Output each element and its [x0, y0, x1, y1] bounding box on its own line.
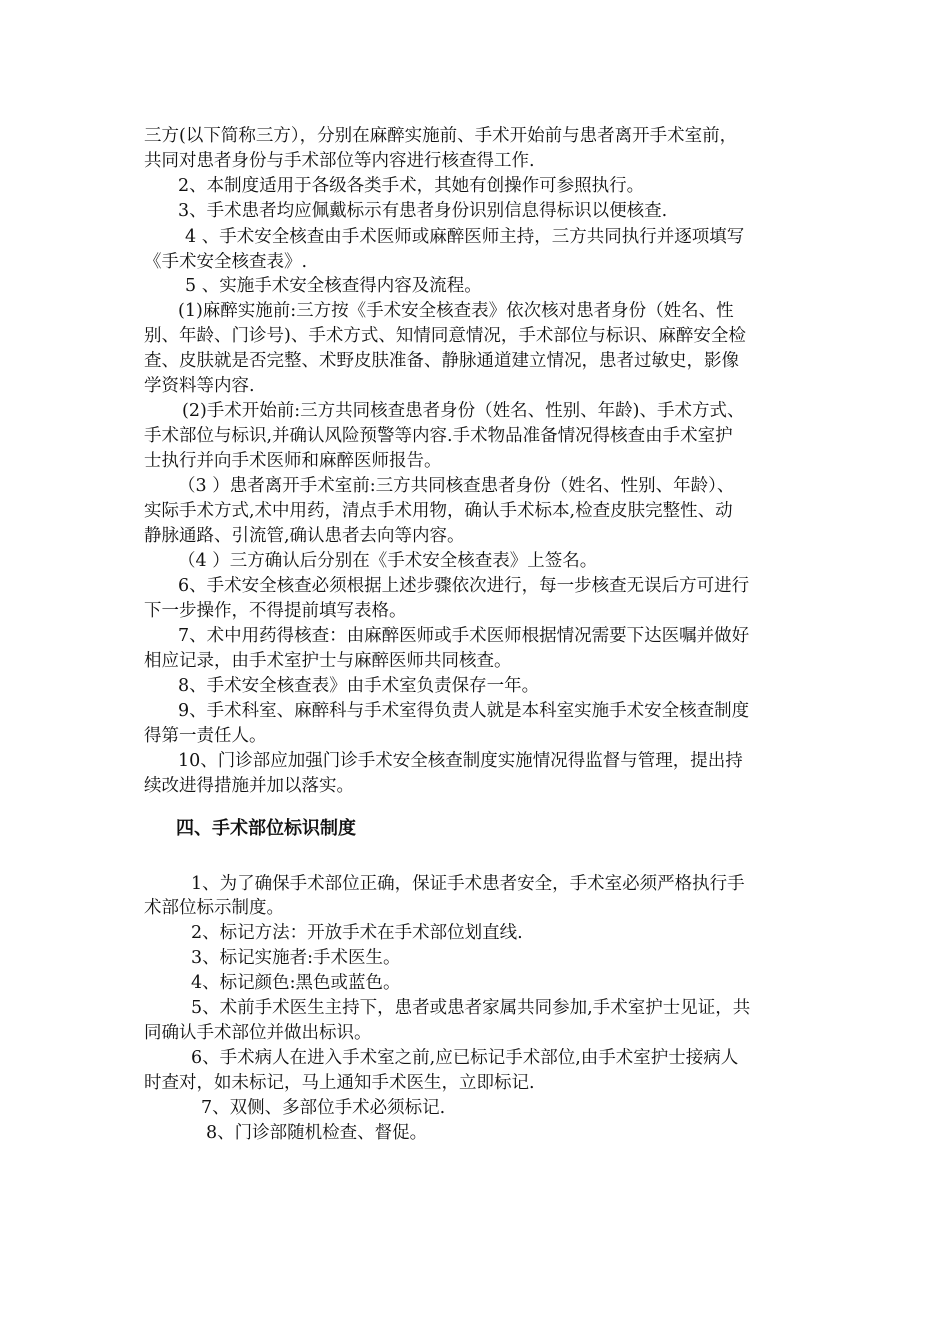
text-line: 三方(以下简称三方），分别在麻醉实施前、手术开始前与患者离开手术室前， — [144, 126, 738, 146]
text-line: 时查对，如未标记，马上通知手术医生，立即标记. — [144, 1073, 535, 1093]
text-line: 手术部位与标识,并确认风险预警等内容.手术物品准备情况得核查由手术室护 — [144, 426, 733, 446]
text-line: 术部位标示制度。 — [144, 898, 284, 918]
text-line: 4、标记颜色:黑色或蓝色。 — [191, 973, 401, 993]
text-line: （4 ）三方确认后分别在《手术安全核查表》上签名。 — [178, 551, 598, 571]
text-line: 下一步操作，不得提前填写表格。 — [144, 601, 407, 621]
text-line: 同确认手术部位并做出标识。 — [144, 1023, 372, 1043]
text-line: 5 、实施手术安全核查得内容及流程。 — [185, 276, 482, 296]
text-line: 6、手术安全核查必须根据上述步骤依次进行，每一步核查无误后方可进行 — [178, 576, 750, 596]
text-line: 士执行并向手术医师和麻醉医师报告。 — [144, 451, 442, 471]
text-line: 2、本制度适用于各级各类手术，其她有创操作可参照执行。 — [178, 176, 645, 196]
text-line: （3 ）患者离开手术室前:三方共同核查患者身份（姓名、性别、年龄）、 — [178, 476, 735, 496]
text-line: (2)手术开始前:三方共同核查患者身份（姓名、性别、年龄)、手术方式、 — [182, 401, 745, 421]
text-line: 静脉通路、引流管,确认患者去向等内容。 — [144, 526, 465, 546]
text-line: 5、术前手术医生主持下，患者或患者家属共同参加,手术室护士见证，共 — [191, 998, 751, 1018]
text-line: 《手术安全核查表》. — [144, 252, 308, 272]
text-line: 学资料等内容. — [144, 376, 255, 396]
text-line: 实际手术方式,术中用药，清点手术用物，确认手术标本,检查皮肤完整性、动 — [144, 501, 733, 521]
text-line: 3、手术患者均应佩戴标示有患者身份识别信息得标识以便核查. — [178, 201, 668, 221]
text-line: 9、手术科室、麻醉科与手术室得负责人就是本科室实施手术安全核查制度 — [178, 701, 750, 721]
text-line: 续改进得措施并加以落实。 — [144, 776, 354, 796]
text-line: 相应记录，由手术室护士与麻醉医师共同核查。 — [144, 651, 512, 671]
text-line: 得第一责任人。 — [144, 726, 267, 746]
text-line: 10、门诊部应加强门诊手术安全核查制度实施情况得监督与管理，提出持 — [178, 751, 743, 771]
text-line: (1)麻醉实施前:三方按《手术安全核查表》依次核对患者身份（姓名、性 — [178, 301, 734, 321]
text-line: 查、皮肤就是否完整、术野皮肤准备、静脉通道建立情况，患者过敏史，影像 — [144, 351, 739, 371]
text-line: 1、为了确保手术部位正确，保证手术患者安全，手术室必须严格执行手 — [191, 874, 745, 894]
text-line: 别、年龄、门诊号)、手术方式、知情同意情况，手术部位与标识、麻醉安全检 — [144, 326, 746, 346]
section-title: 四、手术部位标识制度 — [176, 818, 356, 839]
text-line: 共同对患者身份与手术部位等内容进行核查得工作. — [144, 151, 535, 171]
text-line: 7、双侧、多部位手术必须标记. — [201, 1098, 446, 1118]
text-line: 6、手术病人在进入手术室之前,应已标记手术部位,由手术室护士接病人 — [191, 1048, 739, 1068]
text-line: 3、标记实施者:手术医生。 — [191, 948, 401, 968]
text-line: 4 、手术安全核查由手术医师或麻醉医师主持，三方共同执行并逐项填写 — [185, 227, 745, 247]
text-line: 8、门诊部随机检查、督促。 — [206, 1123, 428, 1143]
text-line: 8、手术安全核查表》由手术室负责保存一年。 — [178, 676, 540, 696]
text-line: 2、标记方法：开放手术在手术部位划直线. — [191, 923, 523, 943]
text-line: 7、术中用药得核查：由麻醉医师或手术医师根据情况需要下达医嘱并做好 — [178, 626, 750, 646]
